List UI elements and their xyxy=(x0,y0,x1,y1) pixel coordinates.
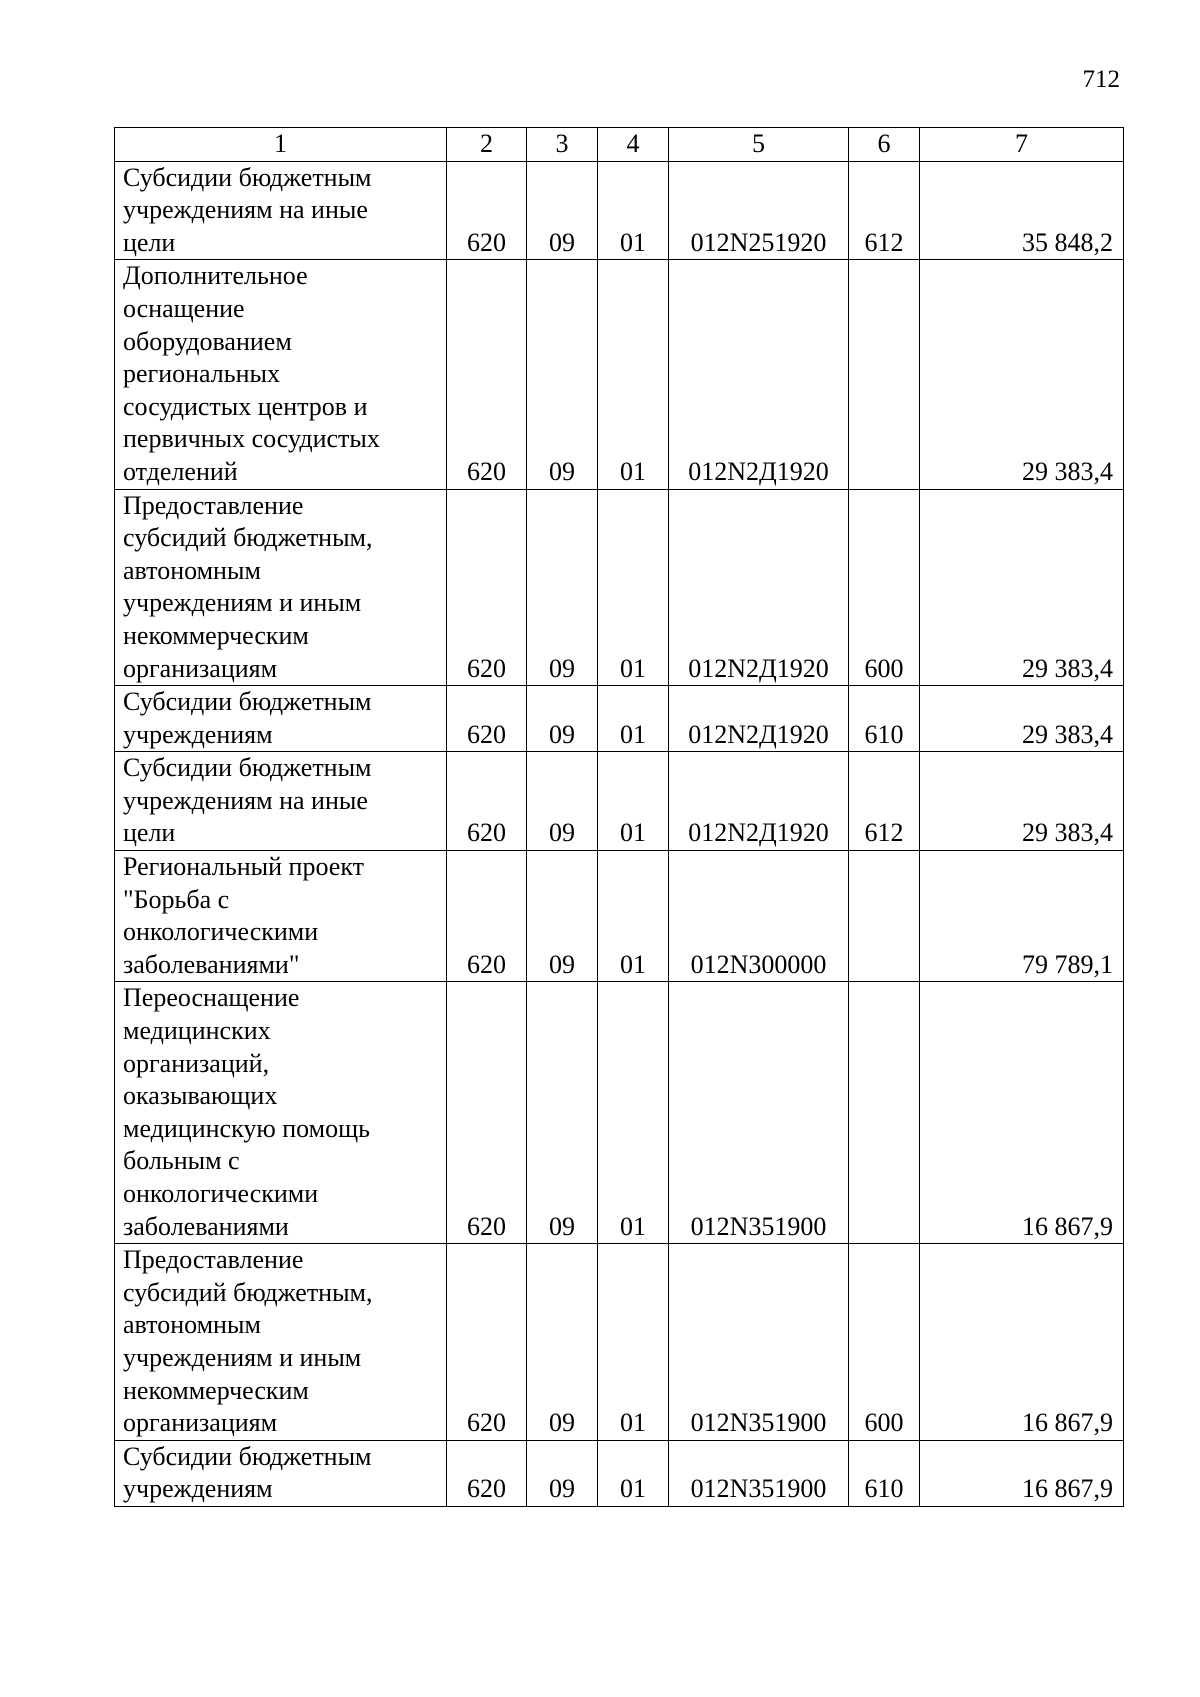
row-expense-type-cell: 610 xyxy=(849,686,920,752)
row-ved-cell: 620 xyxy=(447,1440,527,1506)
row-name-cell: Региональный проект "Борьба с онкологическими заболеваниями" xyxy=(115,851,447,982)
row-target-article-cell: 012N351900 xyxy=(669,982,849,1244)
table-row xyxy=(115,752,1124,851)
row-subsection-cell: 01 xyxy=(598,161,669,260)
row-target-article-cell: 012N2Д1920 xyxy=(669,260,849,489)
row-expense-type-cell: 612 xyxy=(849,752,920,851)
row-name-cell: Дополнительное оснащение оборудованием региональных сосудистых центров и первичных сосудистых отделений xyxy=(115,260,447,489)
table-row xyxy=(115,489,1124,686)
row-subsection-cell: 01 xyxy=(598,260,669,489)
row-ved-cell: 620 xyxy=(447,686,527,752)
row-name-cell: Субсидии бюджетным учреждениям на иные цели xyxy=(115,752,447,851)
table-row xyxy=(115,851,1124,982)
row-name-cell: Предоставление субсидий бюджетным, автономным учреждениям и иным некоммерческим организациям xyxy=(115,1244,447,1441)
table-row xyxy=(115,1244,1124,1441)
row-target-article-cell: 012N251920 xyxy=(669,161,849,260)
row-section-cell: 09 xyxy=(527,752,598,851)
row-amount-cell: 29 383,4 xyxy=(920,260,1124,489)
row-section-cell: 09 xyxy=(527,851,598,982)
row-ved-cell: 620 xyxy=(447,161,527,260)
row-amount-cell: 16 867,9 xyxy=(920,982,1124,1244)
row-target-article-cell: 012N351900 xyxy=(669,1440,849,1506)
row-expense-type-cell xyxy=(849,851,920,982)
row-expense-type-cell: 600 xyxy=(849,1244,920,1441)
row-section-cell: 09 xyxy=(527,1244,598,1441)
row-ved-cell: 620 xyxy=(447,1244,527,1441)
row-ved-cell: 620 xyxy=(447,260,527,489)
row-name-cell: Субсидии бюджетным учреждениям xyxy=(115,1440,447,1506)
row-name-cell: Предоставление субсидий бюджетным, автономным учреждениям и иным некоммерческим организациям xyxy=(115,489,447,686)
page-number: 712 xyxy=(1082,66,1120,93)
row-ved-cell: 620 xyxy=(447,851,527,982)
table-header-row xyxy=(115,128,1124,162)
row-subsection-cell: 01 xyxy=(598,1244,669,1441)
row-amount-cell: 29 383,4 xyxy=(920,489,1124,686)
row-name-cell: Переоснащение медицинских организаций, оказывающих медицинскую помощь больным с онкологическими заболеваниями xyxy=(115,982,447,1244)
column-header-4: 4 xyxy=(598,128,669,162)
row-expense-type-cell: 600 xyxy=(849,489,920,686)
row-section-cell: 09 xyxy=(527,489,598,686)
row-section-cell: 09 xyxy=(527,686,598,752)
row-name-cell: Субсидии бюджетным учреждениям на иные цели xyxy=(115,161,447,260)
column-header-6: 6 xyxy=(849,128,920,162)
row-section-cell: 09 xyxy=(527,161,598,260)
row-subsection-cell: 01 xyxy=(598,686,669,752)
row-amount-cell: 29 383,4 xyxy=(920,752,1124,851)
row-section-cell: 09 xyxy=(527,1440,598,1506)
table-row xyxy=(115,686,1124,752)
row-target-article-cell: 012N2Д1920 xyxy=(669,752,849,851)
row-expense-type-cell xyxy=(849,982,920,1244)
row-subsection-cell: 01 xyxy=(598,982,669,1244)
row-subsection-cell: 01 xyxy=(598,1440,669,1506)
row-target-article-cell: 012N351900 xyxy=(669,1244,849,1441)
row-amount-cell: 16 867,9 xyxy=(920,1440,1124,1506)
row-expense-type-cell xyxy=(849,260,920,489)
column-header-7: 7 xyxy=(920,128,1124,162)
row-subsection-cell: 01 xyxy=(598,489,669,686)
row-section-cell: 09 xyxy=(527,260,598,489)
budget-table xyxy=(114,127,1124,1507)
row-expense-type-cell: 612 xyxy=(849,161,920,260)
column-header-2: 2 xyxy=(447,128,527,162)
column-header-3: 3 xyxy=(527,128,598,162)
row-target-article-cell: 012N300000 xyxy=(669,851,849,982)
column-header-1: 1 xyxy=(115,128,447,162)
table-row xyxy=(115,982,1124,1244)
row-subsection-cell: 01 xyxy=(598,752,669,851)
row-expense-type-cell: 610 xyxy=(849,1440,920,1506)
row-amount-cell: 16 867,9 xyxy=(920,1244,1124,1441)
row-target-article-cell: 012N2Д1920 xyxy=(669,489,849,686)
row-ved-cell: 620 xyxy=(447,752,527,851)
row-amount-cell: 29 383,4 xyxy=(920,686,1124,752)
row-name-cell: Субсидии бюджетным учреждениям xyxy=(115,686,447,752)
row-subsection-cell: 01 xyxy=(598,851,669,982)
row-ved-cell: 620 xyxy=(447,982,527,1244)
table-row xyxy=(115,161,1124,260)
column-header-5: 5 xyxy=(669,128,849,162)
row-amount-cell: 35 848,2 xyxy=(920,161,1124,260)
table-row xyxy=(115,260,1124,489)
row-amount-cell: 79 789,1 xyxy=(920,851,1124,982)
row-ved-cell: 620 xyxy=(447,489,527,686)
row-section-cell: 09 xyxy=(527,982,598,1244)
row-target-article-cell: 012N2Д1920 xyxy=(669,686,849,752)
table-row xyxy=(115,1440,1124,1506)
